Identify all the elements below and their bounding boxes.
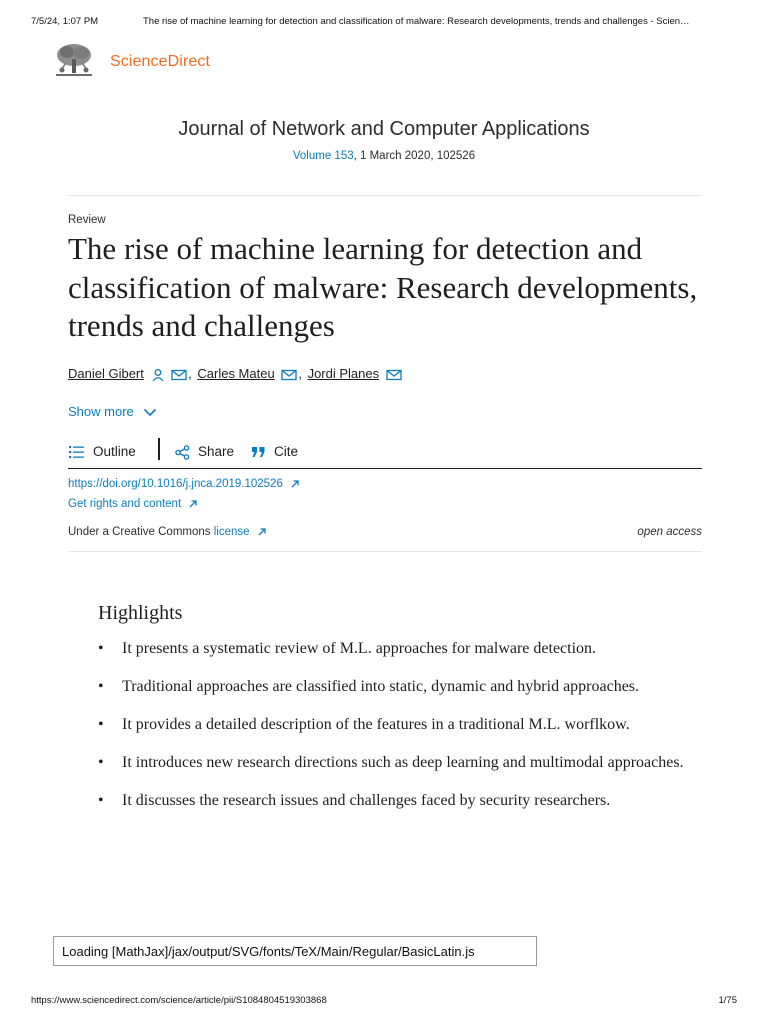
- bullet: •: [98, 716, 104, 733]
- toolbar-divider: [158, 438, 160, 460]
- brand-name: ScienceDirect: [110, 53, 211, 70]
- divider: [68, 551, 702, 552]
- divider: [68, 195, 702, 196]
- license-line: [68, 526, 267, 538]
- chevron-down-icon: [143, 408, 157, 417]
- highlight-text: It discusses the research issues and challenges faced by security researchers.: [122, 792, 611, 809]
- highlights-list: [98, 637, 698, 827]
- article-title: The rise of machine learning for detection and classification of malware: Research developments, trends and challenges: [68, 231, 698, 343]
- list-icon: [68, 445, 85, 459]
- author-link[interactable]: Carles Mateu: [197, 366, 275, 381]
- print-header: [0, 16, 768, 30]
- author-link[interactable]: Jordi Planes: [307, 366, 380, 381]
- author-link[interactable]: Daniel Gibert: [68, 366, 144, 381]
- highlight-text: It introduces new research directions such as deep learning and multimodal approaches.: [122, 754, 684, 771]
- print-page-title: The rise of machine learning for detection and classification of malware: Research developments, trends and challenges - Scien…: [143, 16, 690, 27]
- outline-label: Outline: [93, 444, 136, 459]
- author-separator: ,: [188, 366, 192, 381]
- mail-icon[interactable]: [386, 369, 402, 381]
- license-prefix: Under a Creative Commons: [68, 526, 214, 538]
- open-access-label: open access: [637, 526, 702, 538]
- cite-button[interactable]: [251, 442, 298, 462]
- list-item: [98, 713, 698, 737]
- external-link-icon: [290, 479, 300, 489]
- mail-icon[interactable]: [281, 369, 297, 381]
- elsevier-tree-logo: [52, 41, 96, 79]
- bullet: •: [98, 754, 104, 771]
- journal-title[interactable]: Journal of Network and Computer Applications: [178, 118, 590, 140]
- print-timestamp: 7/5/24, 1:07 PM: [31, 16, 99, 27]
- show-more-button[interactable]: [68, 404, 157, 419]
- list-item: [98, 637, 698, 661]
- volume-date: , 1 March 2020, 102526: [353, 150, 476, 162]
- share-button[interactable]: [175, 442, 234, 462]
- bullet: •: [98, 792, 104, 809]
- license-link[interactable]: license: [213, 526, 250, 538]
- list-item: [98, 789, 698, 813]
- bullet: •: [98, 678, 104, 695]
- list-item: [98, 751, 698, 775]
- bullet: •: [98, 640, 104, 657]
- share-icon: [175, 445, 190, 460]
- cite-label: Cite: [274, 444, 299, 459]
- sciencedirect-brand[interactable]: [52, 41, 292, 81]
- highlight-text: It provides a detailed description of the features in a traditional M.L. worflkow.: [122, 716, 630, 733]
- rights-link[interactable]: [68, 498, 198, 510]
- author-separator: ,: [298, 366, 302, 381]
- author-list: [68, 366, 402, 382]
- list-item: [98, 675, 698, 699]
- quote-icon: [251, 446, 266, 458]
- article-type: Review: [68, 214, 106, 226]
- rights-text: Get rights and content: [68, 498, 182, 510]
- doi-text: https://doi.org/10.1016/j.jnca.2019.102526: [68, 478, 283, 490]
- journal-volume-line: [0, 150, 768, 162]
- mail-icon[interactable]: [171, 369, 187, 381]
- doi-link[interactable]: [68, 478, 300, 490]
- highlights-heading: Highlights: [98, 602, 183, 624]
- external-link-icon: [188, 499, 198, 509]
- outline-button[interactable]: [68, 442, 136, 462]
- highlight-text: It presents a systematic review of M.L. approaches for malware detection.: [122, 640, 597, 657]
- highlight-text: Traditional approaches are classified into static, dynamic and hybrid approaches.: [122, 678, 640, 695]
- print-url: https://www.sciencedirect.com/science/article/pii/S1084804519303868: [31, 995, 327, 1006]
- person-icon[interactable]: [151, 368, 165, 382]
- external-link-icon: [257, 527, 267, 537]
- show-more-label: Show more: [68, 404, 134, 419]
- article-toolbar: [68, 438, 702, 469]
- mathjax-loading-status: Loading [MathJax]/jax/output/SVG/fonts/TeX/Main/Regular/BasicLatin.js: [53, 936, 537, 966]
- share-label: Share: [198, 444, 235, 459]
- volume-link[interactable]: Volume 153: [292, 150, 354, 162]
- print-page-number: 1/75: [718, 995, 737, 1006]
